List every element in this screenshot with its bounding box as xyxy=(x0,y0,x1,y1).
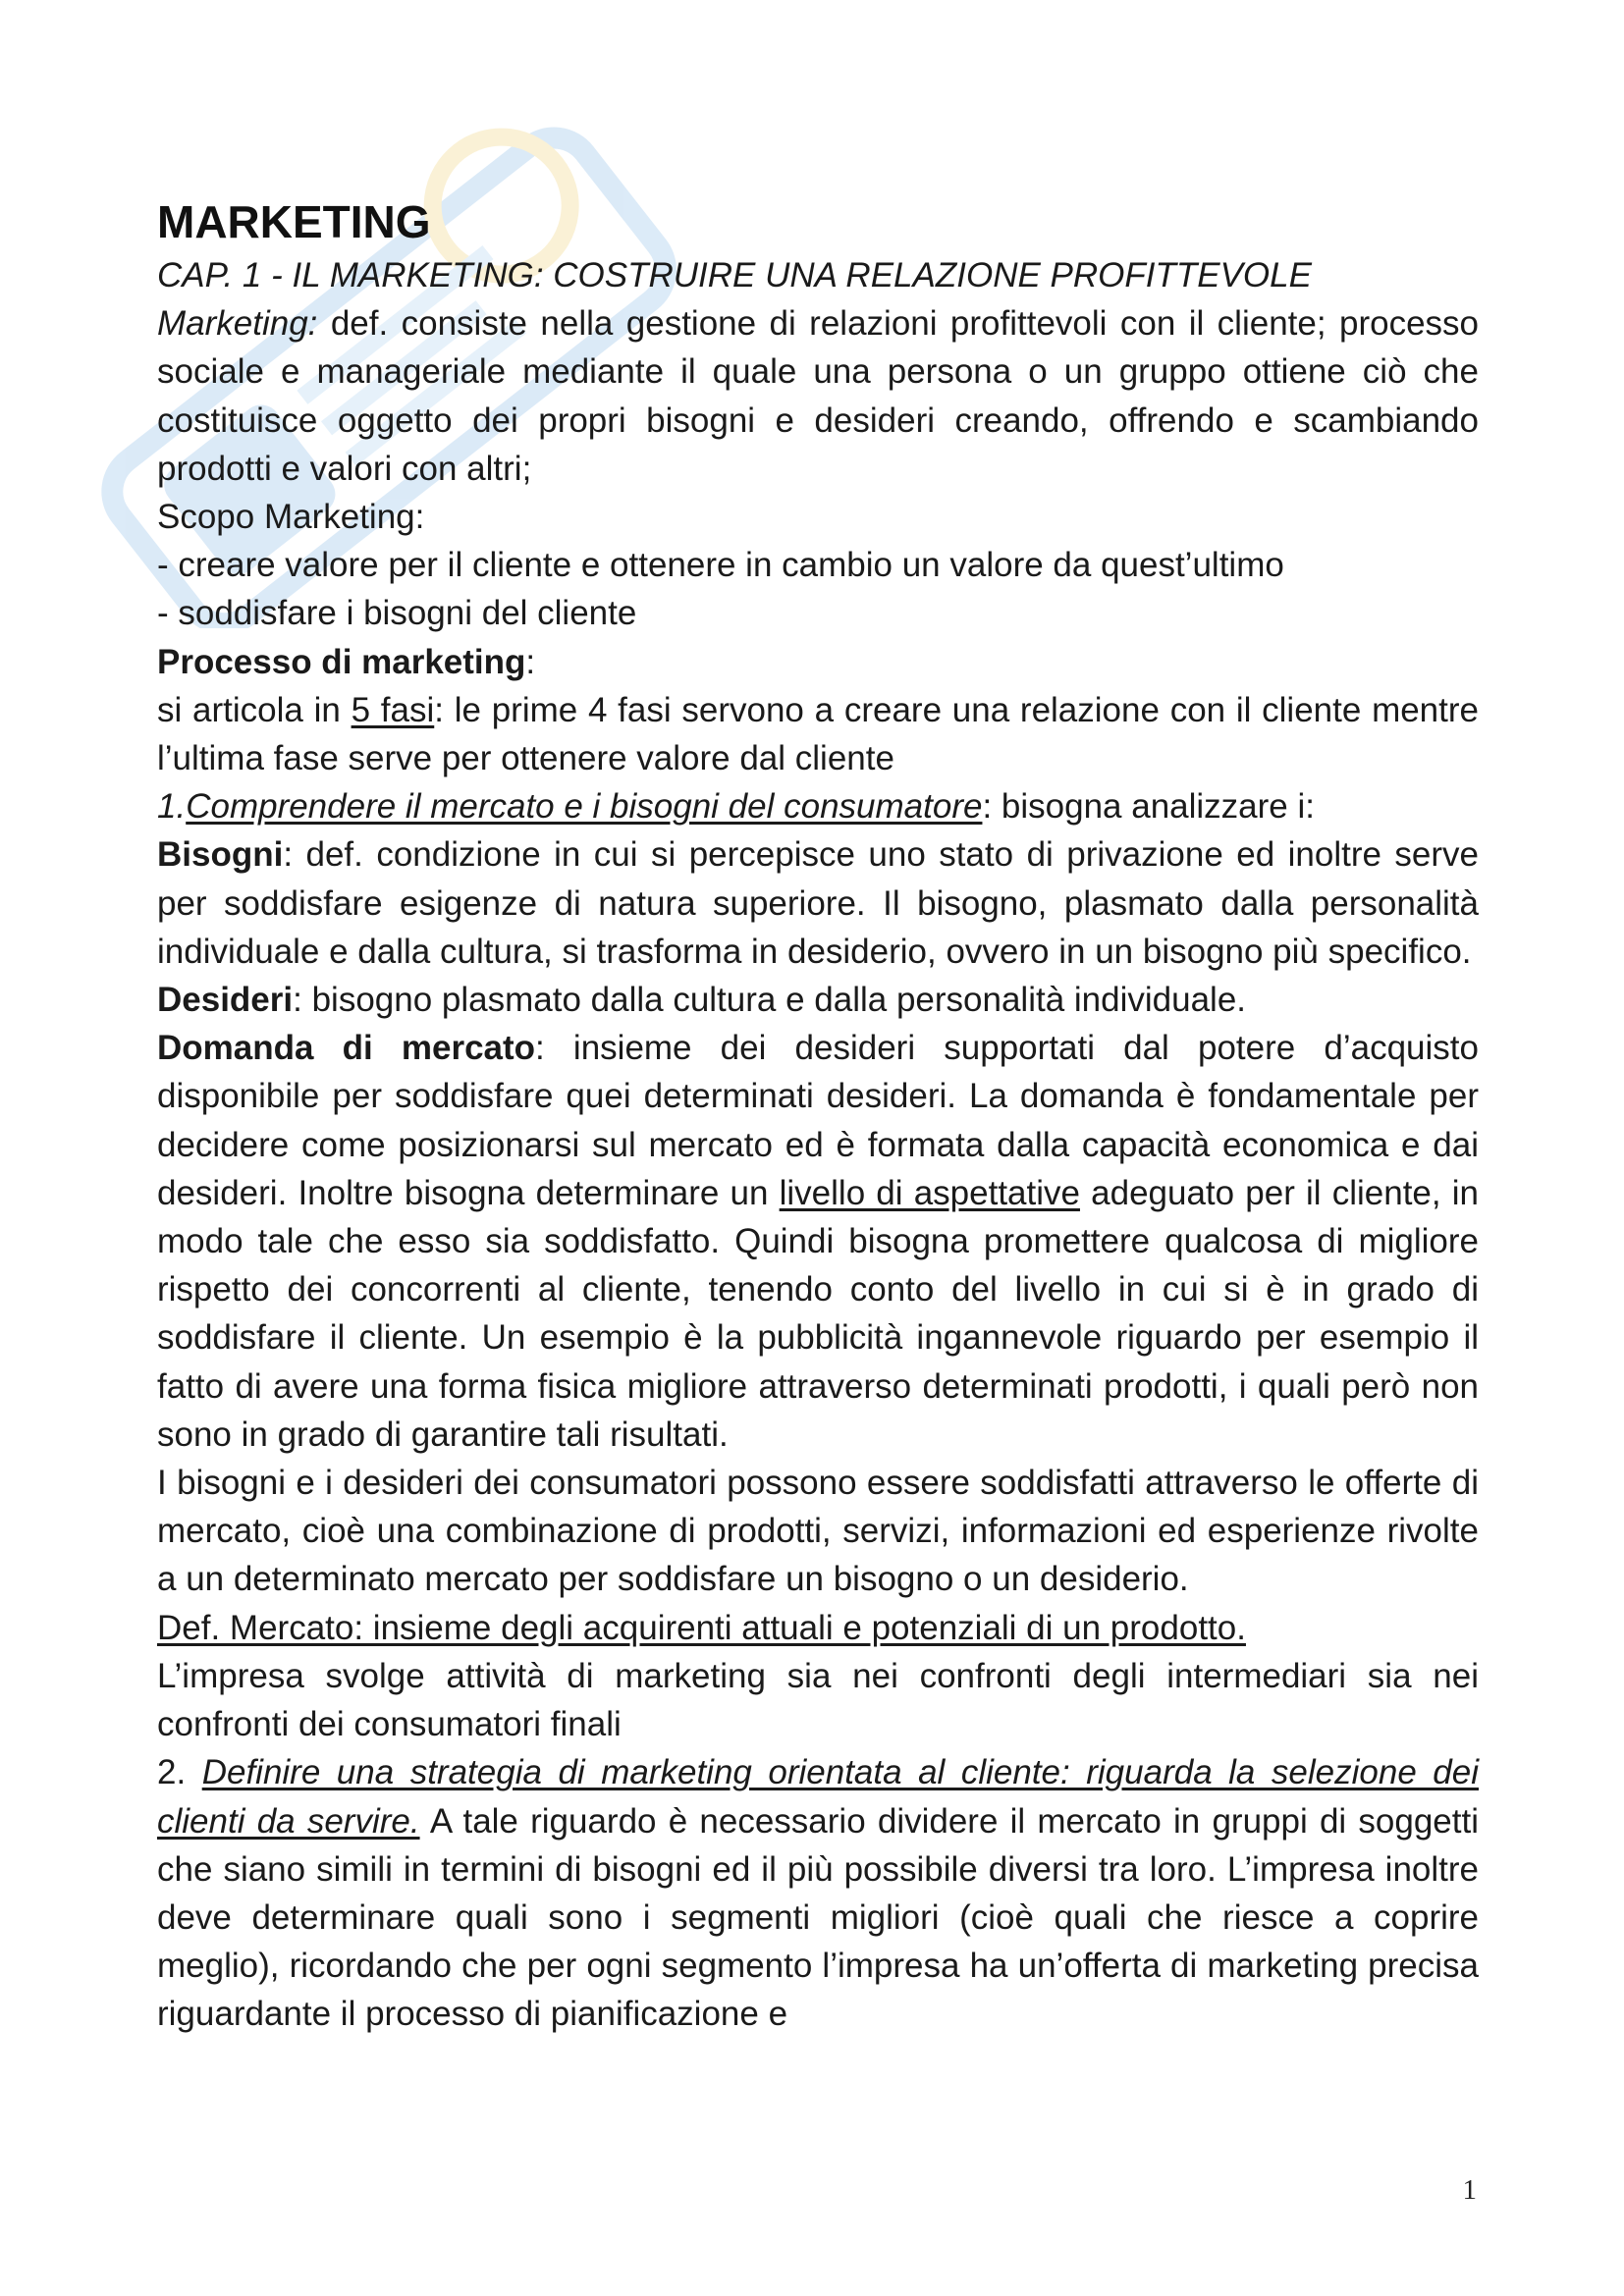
scopo-label: Scopo Marketing: xyxy=(157,498,425,537)
processo-text-b: : le prime 4 fasi servono a creare una relazione con il cliente mentre l’ultima fase serve per ottenere valore dal cliente xyxy=(157,690,1479,778)
scopo-item-2: - soddisfare i bisogni del cliente xyxy=(157,594,637,633)
scopo-item-1: - creare valore per il cliente e ottenere in cambio un valore da quest’ultimo xyxy=(157,546,1284,585)
desideri-text: : bisogno plasmato dalla cultura e dalla personalità individuale. xyxy=(293,981,1247,1020)
processo-text-a: si articola in xyxy=(157,690,352,729)
fase2-text: A tale riguardo è necessario dividere il mercato in gruppi di soggetti che siano simili in termini di bisogni ed il più possibile diversi tra loro. L’impresa inoltre deve determinare quali sono i segmenti migliori (cioè quali che riesce a coprire meglio), ricordando che per ogni segmento l’impresa ha un’offerta di marketing precisa riguardante il processo di pianificazione e xyxy=(157,1801,1480,2034)
fase1-number: 1. xyxy=(157,787,187,827)
domanda-paragraph xyxy=(157,1024,1479,1459)
desideri-label: Desideri xyxy=(157,981,294,1020)
bisogni-label: Bisogni xyxy=(157,835,284,875)
fase2-number: 2. xyxy=(157,1753,202,1792)
chapter-heading: CAP. 1 - IL MARKETING: COSTRUIRE UNA RELAZIONE PROFITTEVOLE xyxy=(157,256,1312,294)
processo-text-underlined: 5 fasi xyxy=(351,690,435,729)
domanda-text-underlined: livello di aspettative xyxy=(779,1173,1080,1212)
fase1-text: : bisogna analizzare i: xyxy=(982,787,1315,827)
fase1-heading xyxy=(157,782,1479,830)
document-title: MARKETING xyxy=(157,196,431,247)
fase2-paragraph xyxy=(157,1748,1479,2038)
domanda-text-a: : insieme dei desideri supportati dal potere d’acquisto disponibile per soddisfare quei determinati desideri. La domanda è fondamentale per decidere come posizionarsi sul mercato ed è formata dalla capacità economica e dai desideri. Inoltre bisogna determinare un xyxy=(157,1029,1479,1212)
processo-label: Processo di marketing xyxy=(157,642,526,681)
processo-heading xyxy=(157,638,1479,686)
marketing-def-text: def. consiste nella gestione di relazioni profittevoli con il cliente; processo sociale e manageriale mediante il quale una persona o un gruppo ottiene ciò che costituisce oggetto dei propri bisogni e desideri creando, offrendo e scambiando prodotti e valori con altri; xyxy=(157,304,1479,488)
processo-paragraph xyxy=(157,686,1479,782)
page-number: 1 xyxy=(1462,2174,1477,2206)
bisogni-paragraph xyxy=(157,830,1479,976)
bisogni-text: : def. condizione in cui si percepisce uno stato di privazione ed inoltre serve per soddisfare esigenze di natura superiore. Il bisogno, plasmato dalla personalità individuale e dalla cultura, si trasforma in desiderio, ovvero in un bisogno più specifico. xyxy=(157,835,1479,971)
fase1-title: Comprendere il mercato e i bisogni del consumatore xyxy=(186,787,983,827)
processo-colon: : xyxy=(525,642,536,681)
offerte-paragraph: I bisogni e i desideri dei consumatori possono essere soddisfatti attraverso le offerte di mercato, cioè una combinazione di prodotti, servizi, informazioni ed esperienze rivolte a un determinato mercato per soddisfare un bisogno o un desiderio. xyxy=(157,1464,1479,1599)
document-page xyxy=(157,192,1479,2039)
desideri-paragraph xyxy=(157,976,1479,1024)
impresa-paragraph: L’impresa svolge attività di marketing sia nei confronti degli intermediari sia nei confronti dei consumatori finali xyxy=(157,1656,1479,1744)
marketing-def-label: Marketing: xyxy=(157,304,318,344)
marketing-definition xyxy=(157,299,1479,493)
domanda-text-b: adeguato per il cliente, in modo tale che esso sia soddisfatto. Quindi bisogna promettere qualcosa di migliore rispetto dei concorrenti al cliente, tenendo conto del livello in cui si è in grado di soddisfare il cliente. Un esempio è la pubblicità ingannevole riguardo per esempio il fatto di avere una forma fisica migliore attraverso determinati prodotti, i quali però non sono in grado di garantire tali risultati. xyxy=(157,1173,1479,1454)
domanda-label: Domanda di mercato xyxy=(157,1029,536,1068)
mercato-definition: Def. Mercato: insieme degli acquirenti attuali e potenziali di un prodotto. xyxy=(157,1608,1246,1647)
fase2-title: Definire una strategia di marketing orientata al cliente: riguarda la selezione dei clienti da servire. xyxy=(157,1753,1479,1841)
